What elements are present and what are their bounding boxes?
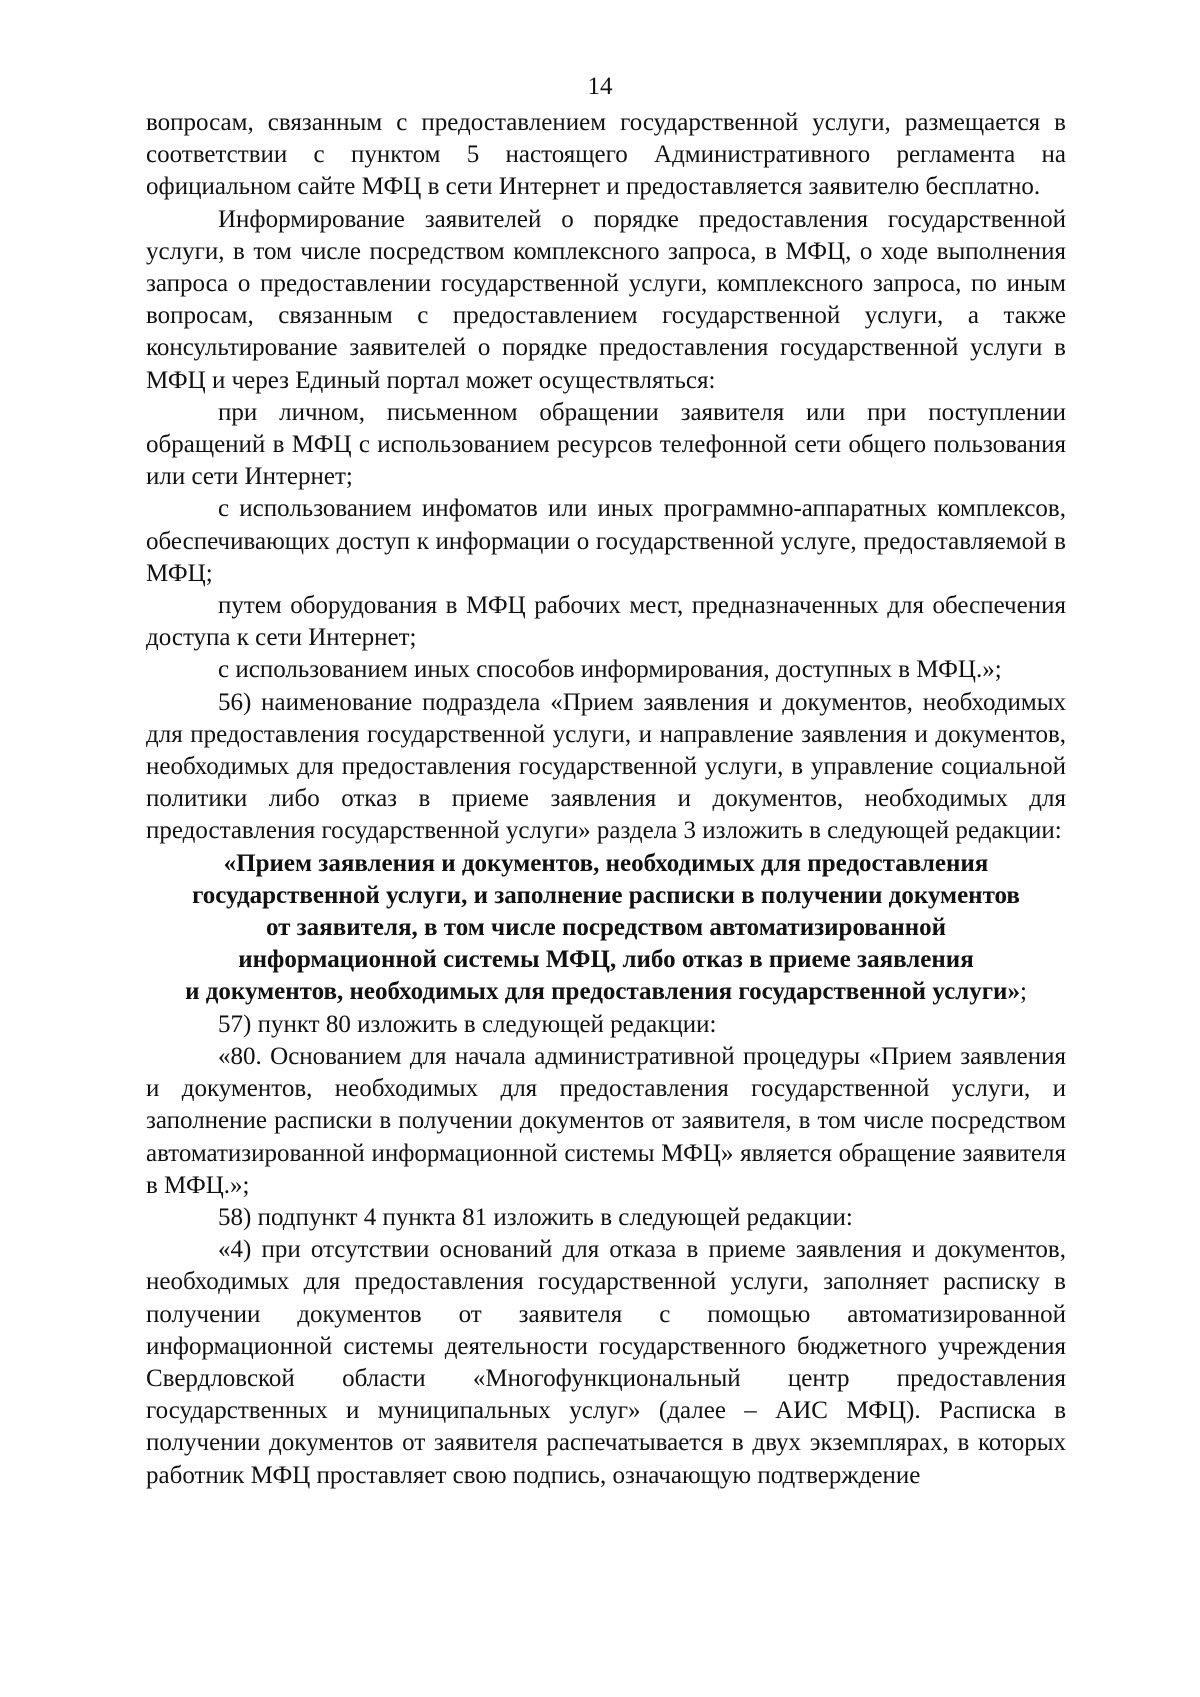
paragraph-item-56: 56) наименование подраздела «Прием заявления и документов, необходимых для предоставления государственной услуги, и направление заявления и документов, необходимых для предоставления государственной услуги, в управление социальной политики либо отказ в приеме заявления и документов, необходимых для предоставления государственной услуги» раздела 3 изложить в следующей редакции:: [146, 688, 1066, 845]
paragraph-point-80: «80. Основанием для начала административной процедуры «Прием заявления и документов, необходимых для предоставления государственной услуги, и заполнение расписки в получении документов от заявителя, в том числе посредством автоматизированной информационной системы МФЦ» является обращение заявителя в МФЦ.»;: [146, 1042, 1066, 1199]
paragraph-workplaces: путем оборудования в МФЦ рабочих мест, предназначенных для обеспечения доступа к сети Интернет;: [146, 592, 1066, 652]
paragraph-informing: Информирование заявителей о порядке предоставления государственной услуги, в том числе посредством комплексного запроса, в МФЦ, о ходе выполнения запроса о предоставлении государственной услуги, комплексного запроса, по иным вопросам, связанным с предоставлением государственной услуги, а также консультирование заявителей о порядке предоставления государственной услуги в МФЦ и через Единый портал может осуществляться:: [146, 205, 1066, 394]
paragraph-infomats: с использованием инфоматов или иных программно-аппаратных комплексов, обеспечивающих доступ к информации о государственной услуге, предоставляемой в МФЦ;: [146, 495, 1066, 587]
paragraph-other-methods: с использованием иных способов информирования, доступных в МФЦ.»;: [218, 656, 1002, 684]
paragraph-personal-request: при личном, письменном обращении заявителя или при поступлении обращений в МФЦ с использованием ресурсов телефонной сети общего пользования или сети Интернет;: [146, 398, 1066, 491]
heading-line-last: [146, 976, 1066, 1008]
heading-suffix: ;: [1019, 978, 1027, 1006]
heading-line: «Прием заявления и документов, необходимых для предоставления: [223, 849, 989, 877]
heading-line: информационной системы МФЦ, либо отказ в приеме заявления: [238, 946, 974, 974]
paragraph-item-57: 57) пункт 80 изложить в следующей редакции:: [218, 1010, 717, 1038]
document-body: [146, 107, 1066, 1492]
heading-line: государственной услуги, и заполнение расписки в получении документов: [192, 881, 1020, 909]
paragraph-continuation: вопросам, связанным с предоставлением государственной услуги, размещается в соответствии с пунктом 5 настоящего Административного регламента на официальном сайте МФЦ в сети Интернет и предоставляется заявителю бесплатно.: [146, 109, 1066, 201]
heading-line: от заявителя, в том числе посредством автоматизированной: [265, 914, 947, 942]
heading-line: и документов, необходимых для предоставления государственной услуги»: [185, 978, 1020, 1006]
subsection-heading: [146, 848, 1066, 1009]
paragraph-subpoint-4: «4) при отсутствии оснований для отказа в приеме заявления и документов, необходимых для предоставления государственной услуги, заполняет расписку в получении документов от заявителя с помощью автоматизированной информационной системы деятельности государственного бюджетного учреждения Свердловской области «Многофункциональный центр предоставления государственных и муниципальных услуг» (далее – АИС МФЦ). Расписка в получении документов от заявителя распечатывается в двух экземплярах, в которых работник МФЦ проставляет свою подпись, означающую подтверждение: [146, 1236, 1066, 1489]
paragraph-item-58: 58) подпункт 4 пункта 81 изложить в следующей редакции:: [218, 1203, 853, 1231]
page-number: 14: [587, 73, 613, 100]
